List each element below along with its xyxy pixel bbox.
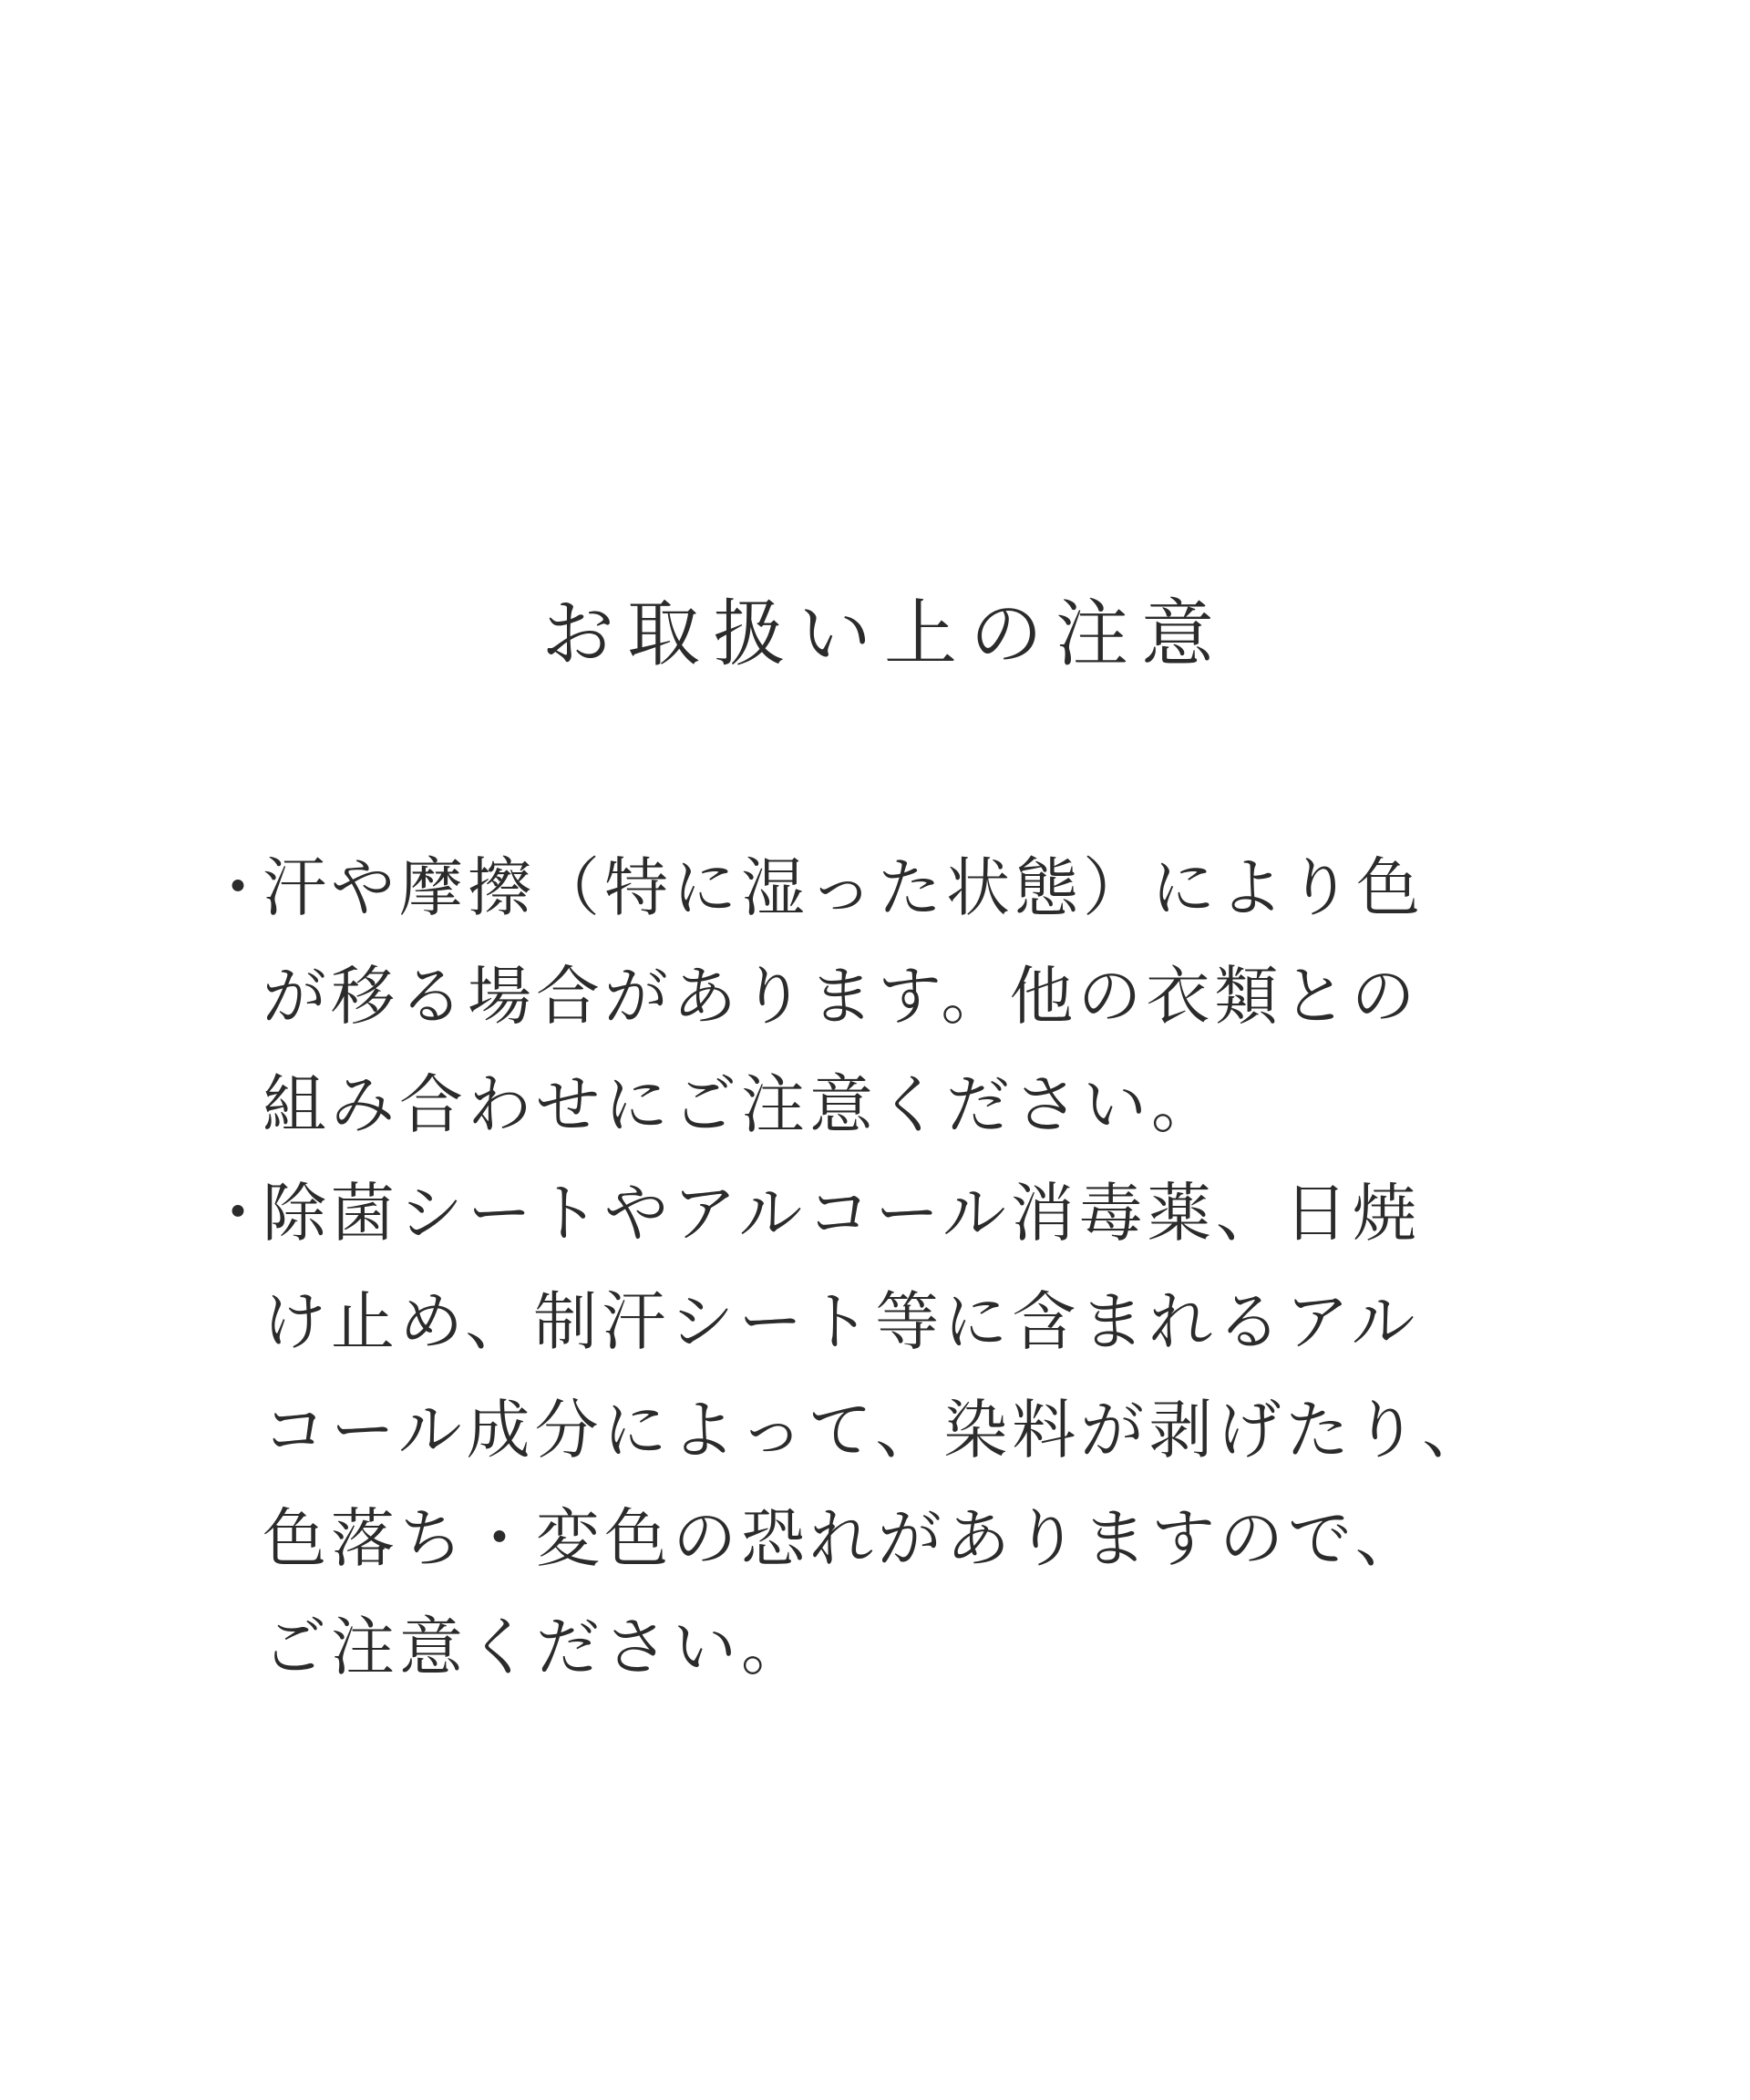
bullet-point: ・	[206, 850, 270, 925]
notice-item-alcohol-warning	[206, 1159, 1591, 1702]
text-line: 組み合わせにご注意ください。	[262, 1067, 1220, 1142]
text-line: け止め、制汗シート等に含まれるアル	[262, 1284, 1420, 1359]
text-line: 汗や摩擦（特に湿った状態）により色	[262, 850, 1425, 925]
text-line: コール成分によって、染料が剥げたり、	[262, 1393, 1491, 1467]
notice-item-text	[262, 1159, 1490, 1702]
notice-item-color-transfer	[206, 834, 1591, 1159]
notice-title: お取扱い上の注意	[541, 592, 1227, 676]
text-line: 除菌シートやアルコール消毒薬、日焼	[262, 1176, 1421, 1251]
bullet-point: ・	[206, 1176, 270, 1251]
text-line: が移る場合があります。他の衣類との	[262, 959, 1420, 1034]
text-line: 色落ち・変色の恐れがありますので、	[262, 1501, 1424, 1576]
text-line: ご注意ください。	[262, 1610, 809, 1684]
notice-list	[206, 834, 1591, 1702]
notice-item-text	[262, 834, 1425, 1159]
